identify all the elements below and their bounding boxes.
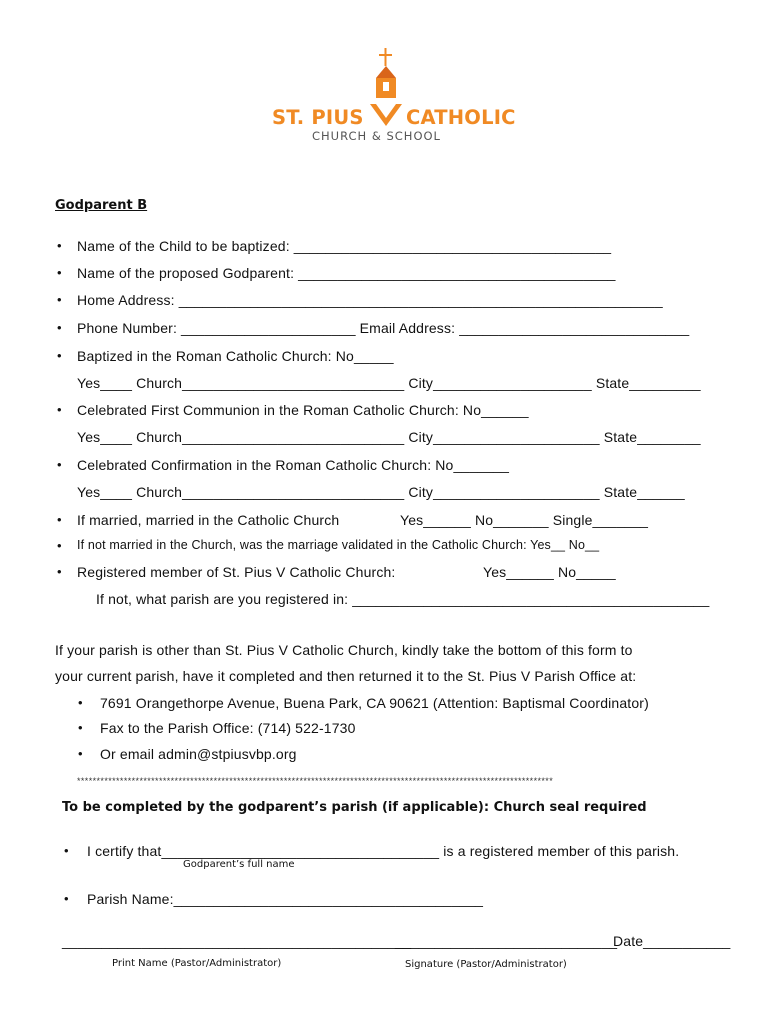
confirmation-church-city-state-field[interactable]: Yes____ Church____________________________ City_____________________ State______ [77, 484, 685, 500]
logo-subtitle: CHURCH & SCHOOL [312, 129, 441, 143]
form-title: Godparent B [55, 198, 148, 213]
married-options-field[interactable]: Yes______ No_______ Single_______ [400, 512, 649, 528]
baptized-field[interactable]: Baptized in the Roman Catholic Church: No_____ [77, 348, 394, 364]
bullet-icon: • [64, 891, 69, 906]
bullet-icon: • [78, 695, 83, 710]
bullet-icon: • [57, 292, 62, 307]
bullet-icon: • [64, 843, 69, 858]
church-steeple-cross-icon [368, 48, 404, 126]
bullet-icon: • [57, 320, 62, 335]
parish-section-heading: To be completed by the godparent’s parish (if applicable): Church seal required [62, 800, 647, 815]
bullet-icon: • [57, 265, 62, 280]
certify-caption: Godparent’s full name [183, 859, 295, 870]
married-label: If married, married in the Catholic Church [77, 512, 340, 528]
marriage-validated-field[interactable]: If not married in the Church, was the marriage validated in the Catholic Church: Yes__ No__ [77, 538, 600, 552]
bullet-icon: • [57, 402, 62, 417]
bullet-icon: • [57, 348, 62, 363]
separator: ************************************************************************************************************************** [77, 776, 554, 786]
certify-field[interactable]: I certify that___________________________________ is a registered member of this parish. [87, 843, 680, 859]
first-communion-field[interactable]: Celebrated First Communion in the Roman Catholic Church: No______ [77, 402, 529, 418]
signature-caption: Signature (Pastor/Administrator) [405, 959, 567, 970]
bullet-icon: • [57, 538, 62, 553]
print-name-caption: Print Name (Pastor/Administrator) [112, 958, 282, 969]
logo-name-left: ST. PIUS [272, 106, 364, 129]
registered-parish-field[interactable]: If not, what parish are you registered in: _____________________________________________ [96, 591, 710, 607]
logo-name-right: CATHOLIC [406, 106, 516, 129]
registered-member-label: Registered member of St. Pius V Catholic Church: [77, 564, 396, 580]
bullet-icon: • [57, 512, 62, 527]
bullet-icon: • [57, 457, 62, 472]
godparent-name-field[interactable]: Name of the proposed Godparent: ________________________________________ [77, 265, 616, 281]
parish-name-field[interactable]: Parish Name:_______________________________________ [87, 891, 484, 907]
registered-member-options-field[interactable]: Yes______ No_____ [483, 564, 616, 580]
date-field[interactable]: Date___________ [613, 933, 731, 949]
home-address-field[interactable]: Home Address: _____________________________________________________________ [77, 292, 663, 308]
communion-church-city-state-field[interactable]: Yes____ Church____________________________ City_____________________ State________ [77, 429, 701, 445]
bullet-icon: • [57, 564, 62, 579]
bullet-icon: • [78, 746, 83, 761]
baptized-church-city-state-field[interactable]: Yes____ Church____________________________ City____________________ State_________ [77, 375, 701, 391]
option-mail-address: 7691 Orangethorpe Avenue, Buena Park, CA 90621 (Attention: Baptismal Coordinator) [100, 695, 649, 711]
instructions-line-2: your current parish, have it completed and then returned it to the St. Pius V Parish Office at: [55, 668, 637, 684]
print-name-line[interactable]: ____________________________________________ [62, 933, 412, 949]
option-email: Or email admin@stpiusvbp.org [100, 746, 297, 762]
confirmation-field[interactable]: Celebrated Confirmation in the Roman Catholic Church: No_______ [77, 457, 510, 473]
child-name-field[interactable]: Name of the Child to be baptized: ________________________________________ [77, 238, 612, 254]
option-fax: Fax to the Parish Office: (714) 522-1730 [100, 720, 356, 736]
bullet-icon: • [57, 238, 62, 253]
instructions-line-1: If your parish is other than St. Pius V Catholic Church, kindly take the bottom of this form to [55, 642, 633, 658]
bullet-icon: • [78, 720, 83, 735]
phone-email-field[interactable]: Phone Number: ______________________ Email Address: _____________________________ [77, 320, 690, 336]
signature-line[interactable]: ____________________________ [395, 933, 618, 949]
